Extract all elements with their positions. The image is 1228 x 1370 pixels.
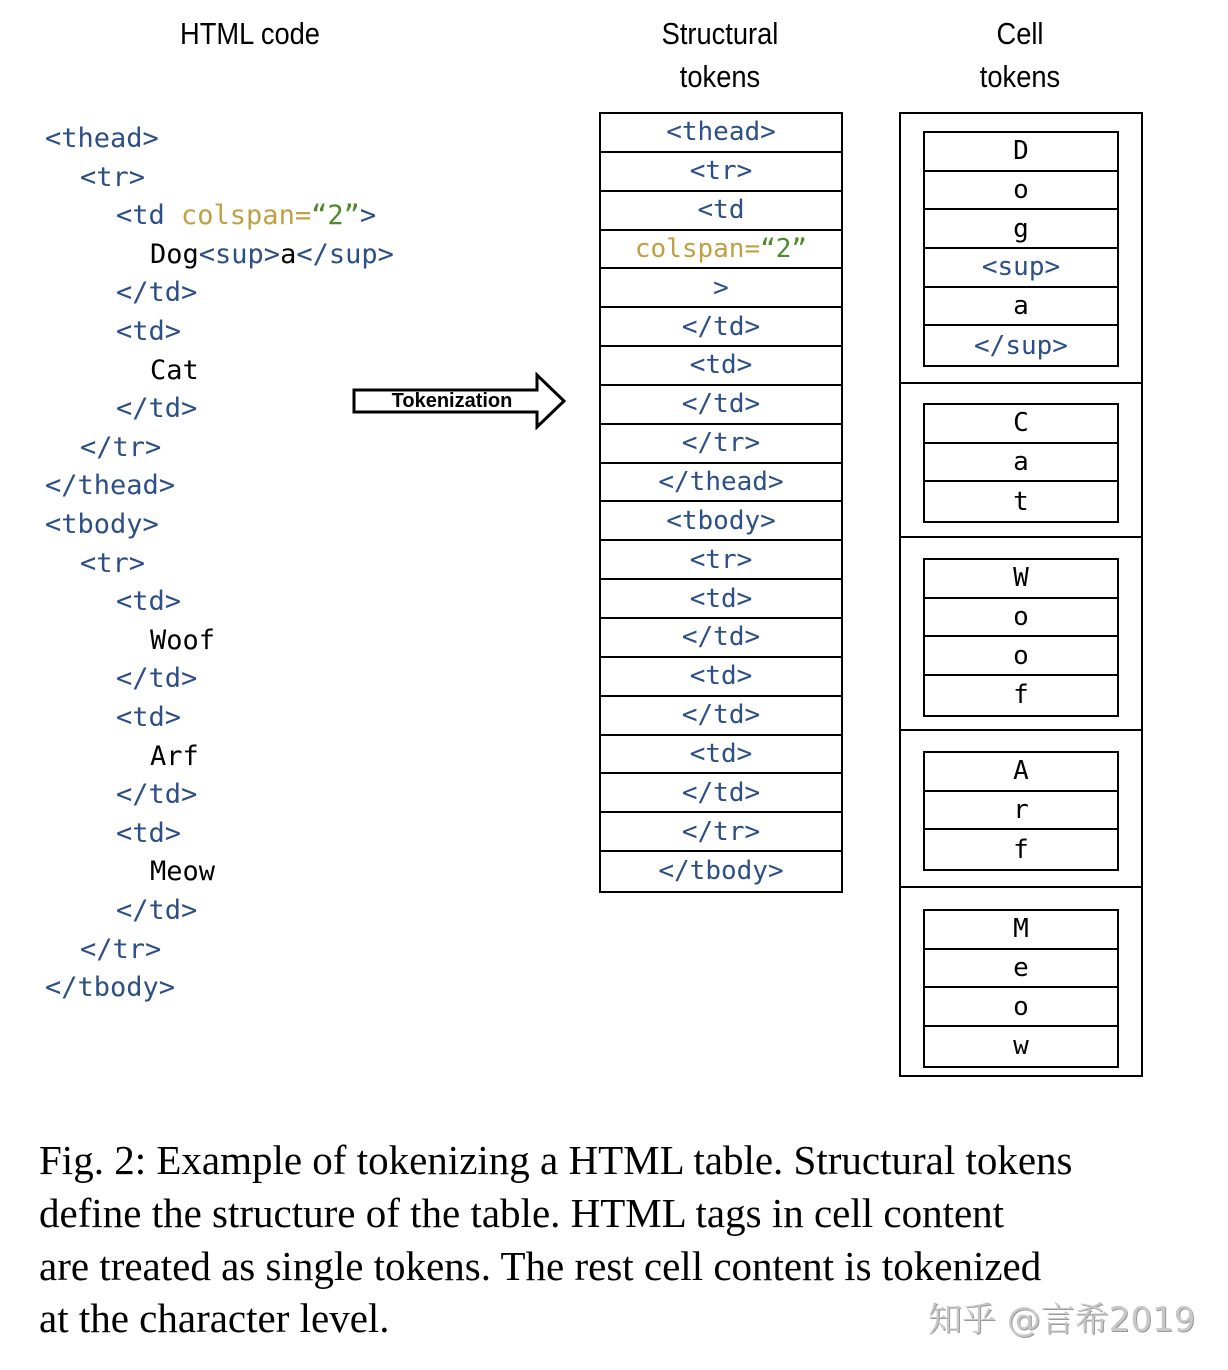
cell-token-group: [923, 751, 1119, 871]
cell-token: o: [925, 637, 1117, 676]
code-token-txt: a: [280, 238, 297, 270]
code-line: [116, 583, 181, 621]
code-token-tag: </td>: [116, 393, 198, 425]
structural-token: <td>: [601, 347, 841, 386]
cell-token: o: [925, 599, 1117, 638]
code-token-tag: <tr>: [80, 547, 146, 579]
cell-token: r: [925, 792, 1117, 831]
cell-token: g: [925, 210, 1117, 249]
structural-token: <tr>: [601, 153, 841, 192]
code-line: [45, 120, 159, 158]
code-line: [80, 159, 145, 197]
tokenization-label: Tokenization: [391, 390, 513, 412]
code-token-tag: <tr>: [80, 161, 146, 193]
structural-token: </tbody>: [658, 856, 784, 887]
cell-token: f: [1013, 834, 1029, 865]
cell-token: o: [925, 172, 1117, 211]
figure-caption-line-2: define the structure of the table. HTML tags in cell content: [39, 1190, 1005, 1236]
code-token-txt: Arf: [150, 740, 199, 772]
code-token-txt: Woof: [150, 624, 216, 656]
code-line: [116, 660, 197, 698]
heading-structural-tokens: [632, 12, 808, 98]
code-token-tag: </td>: [116, 895, 198, 926]
heading-structural-line2: tokens: [679, 59, 761, 94]
code-token-txt: Meow: [150, 856, 216, 888]
cell-token: A: [925, 753, 1117, 792]
code-line: [150, 352, 199, 390]
code-line: [45, 969, 175, 1007]
code-token-tag: <thead>: [45, 123, 159, 154]
code-line: [116, 892, 197, 930]
cell-tokens-list: [899, 112, 1143, 1077]
code-line: [80, 429, 161, 467]
code-line: [45, 467, 175, 505]
figure-caption-line-1: Fig. 2: Example of tokenizing a HTML table. Structural tokens: [39, 1137, 1073, 1183]
structural-token: </td>: [601, 774, 841, 813]
cell-group-divider: [901, 886, 1141, 888]
cell-token: o: [925, 988, 1117, 1027]
structural-tokens-list: [599, 112, 843, 893]
cell-token-group: [923, 909, 1119, 1068]
structural-token: <td>: [601, 736, 841, 775]
cell-token: e: [925, 950, 1117, 989]
cell-token-group: [923, 558, 1119, 717]
code-token-tag: <td: [116, 200, 182, 232]
code-token-txt: Dog: [150, 238, 199, 270]
structural-token: [601, 231, 841, 270]
structural-token: </td>: [601, 697, 841, 736]
structural-token: </tr>: [601, 425, 841, 464]
code-token-tag: <tbody>: [45, 509, 159, 540]
heading-cell-line2: tokens: [979, 59, 1061, 94]
figure-caption-line-4: at the character level.: [39, 1295, 390, 1341]
heading-cell-tokens: [932, 12, 1108, 98]
structural-token: </thead>: [601, 464, 841, 503]
code-line: [116, 274, 197, 312]
figure-caption-line-3: are treated as single tokens. The rest cell content is tokenized: [39, 1243, 1042, 1289]
cell-group-divider: [901, 382, 1141, 384]
code-line: [80, 545, 145, 583]
code-token-tag: <td>: [116, 817, 182, 849]
structural-token: <thead>: [601, 114, 841, 153]
structural-token: <td>: [601, 580, 841, 619]
structural-token: <tbody>: [601, 502, 841, 541]
code-token-tag: </tr>: [80, 933, 162, 965]
code-token-tag: <td>: [116, 702, 182, 733]
cell-group-divider: [901, 536, 1141, 538]
structural-token: >: [601, 269, 841, 308]
heading-structural-line1: Structural: [661, 16, 779, 51]
cell-token: C: [925, 405, 1117, 444]
code-token-tag: </td>: [116, 277, 198, 309]
cell-token: t: [1013, 486, 1029, 517]
cell-token: a: [925, 288, 1117, 327]
code-line: [150, 236, 394, 274]
code-line: [150, 853, 215, 891]
code-token-tag: >: [359, 200, 377, 232]
code-token-tag: </thead>: [45, 470, 176, 502]
heading-cell-line1: Cell: [996, 16, 1044, 51]
heading-html-code: HTML code: [179, 16, 320, 51]
code-token-tag: </td>: [116, 663, 198, 695]
code-line: [116, 699, 181, 737]
code-line: [45, 506, 159, 544]
code-token-tag: <td>: [116, 586, 182, 618]
structural-token: <tr>: [601, 541, 841, 580]
structural-token: <td: [601, 192, 841, 231]
code-token-tag: <sup>: [198, 238, 281, 270]
token-attribute: colspan=: [634, 233, 761, 264]
cell-token: f: [1013, 680, 1029, 711]
code-line: [116, 313, 181, 351]
code-line: [116, 390, 197, 428]
code-token-txt: Cat: [150, 354, 199, 386]
structural-token: <td>: [601, 658, 841, 697]
code-token-val: “2”: [311, 200, 360, 232]
cell-token: <sup>: [925, 249, 1117, 288]
code-token-tag: <td>: [116, 316, 182, 347]
cell-token-group: [923, 131, 1119, 367]
cell-token: a: [925, 444, 1117, 483]
cell-token: D: [925, 133, 1117, 172]
structural-token: </tr>: [601, 813, 841, 852]
code-line: [150, 738, 199, 776]
cell-token: w: [1013, 1031, 1029, 1062]
code-token-tag: </tr>: [80, 431, 162, 463]
watermark: 知乎 @言希2019: [928, 1300, 1196, 1340]
code-token-tag: </td>: [116, 779, 198, 811]
structural-token: </td>: [601, 619, 841, 658]
code-line: [150, 622, 215, 660]
structural-token: </td>: [601, 386, 841, 425]
cell-token: M: [925, 911, 1117, 950]
code-line: [116, 815, 181, 853]
code-line: [116, 197, 376, 235]
cell-group-divider: [901, 729, 1141, 731]
token-attribute-value: “2”: [760, 233, 808, 264]
code-token-tag: </tbody>: [45, 972, 176, 1004]
code-line: [80, 931, 161, 969]
cell-token: W: [925, 560, 1117, 599]
structural-token: </td>: [601, 308, 841, 347]
code-line: [116, 776, 197, 814]
code-token-tag: </sup>: [296, 238, 394, 270]
code-token-attr: colspan=: [181, 200, 312, 232]
cell-token: </sup>: [974, 330, 1068, 361]
cell-token-group: [923, 403, 1119, 523]
